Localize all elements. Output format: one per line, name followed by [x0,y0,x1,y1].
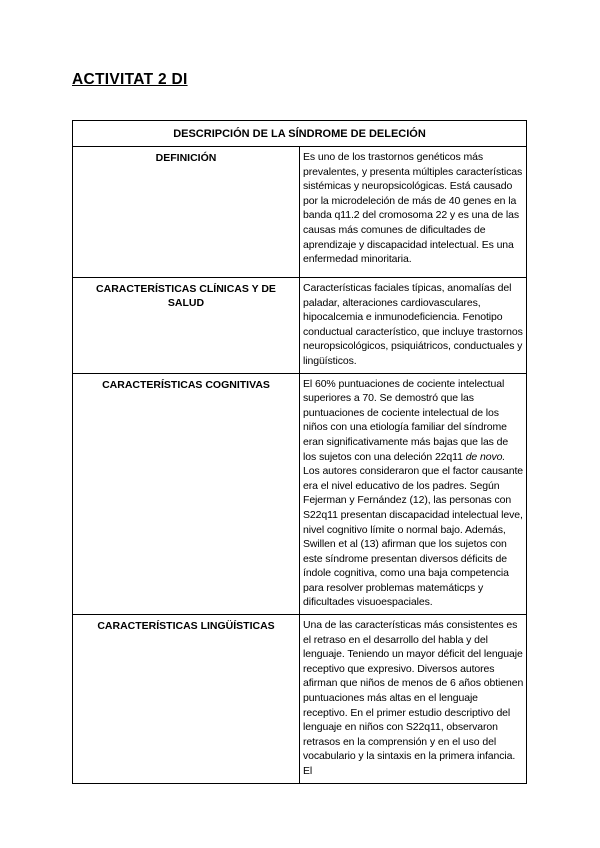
table-header-row [73,121,527,147]
row-text-definicion: Es uno de los trastornos genéticos más prevalentes, y presenta múltiples características sistémicas y neuropsicológicas. Está causado por la microdeleción de más de 40 genes en la banda q11.2 del cromosoma 22 y es una de las causas más comunes de dificultades de aprendizaje y discapacidad intelectual. Es una enfermedad minoritaria. [300,147,527,278]
table-row [73,278,527,374]
document-title: ACTIVITAT 2 DI [72,71,188,88]
table-header: DESCRIPCIÓN DE LA SÍNDROME DE DELECIÓN [73,121,527,147]
row-text-cognitivas [300,373,527,615]
description-table [72,120,527,784]
table-row [73,615,527,784]
row-label-clinicas: CARACTERÍSTICAS CLÍNICAS Y DE SALUD [73,278,300,374]
cognitivas-text-part2: Los autores consideraron que el factor causante era el nivel educativo de los padres. Según Fejerman y Fernández (12), las personas con S22q11 presentan discapacidad intelectual leve, nivel cognitivo límite o normal bajo. Además, Swillen et al (13) afirman que los sujetos con este síndrome presentan diversos déficits de índole cognitiva, como una baja competencia para resolver problemas matemáticps y dificultades visuoespaciales. [303,465,524,609]
cognitivas-text-part1: El 60% puntuaciones de cociente intelectual superiores a 70. Se demostró que las puntuaciones de cociente intelectual de los niños con una etiología familiar del síndrome eran significativamente más bajas que las de los sujetos con una deleción 22q11 [303,377,509,463]
row-text-clinicas: Características faciales típicas, anomalías del paladar, alteraciones cardiovasculares, hipocalcemia e inmunodeficiencia. Fenotipo conductual característico, que incluye trastornos neuropsicológicos, psiquiátricos, conductuales y lingüísticos. [300,278,527,374]
row-label-linguisticas: CARACTERÍSTICAS LINGÜÍSTICAS [73,615,300,784]
row-text-linguisticas: Una de las características más consistentes es el retraso en el desarrollo del habla y del lenguaje. Teniendo un mayor déficit del lenguaje receptivo que expresivo. Diversos autores afirman que niños de menos de 6 años obtienen puntuaciones más altas en el lenguaje receptivo. En el primer estudio descriptivo del lenguaje en niños con S22q11, observaron retrasos en la comprensión y en el uso del vocabulario y la sintaxis en la primera infancia. El [300,615,527,784]
table-row [73,147,527,278]
row-label-cognitivas: CARACTERÍSTICAS COGNITIVAS [73,373,300,615]
row-label-definicion: DEFINICIÓN [73,147,300,278]
cognitivas-text-italic: de novo. [465,450,506,463]
table-row [73,373,527,615]
